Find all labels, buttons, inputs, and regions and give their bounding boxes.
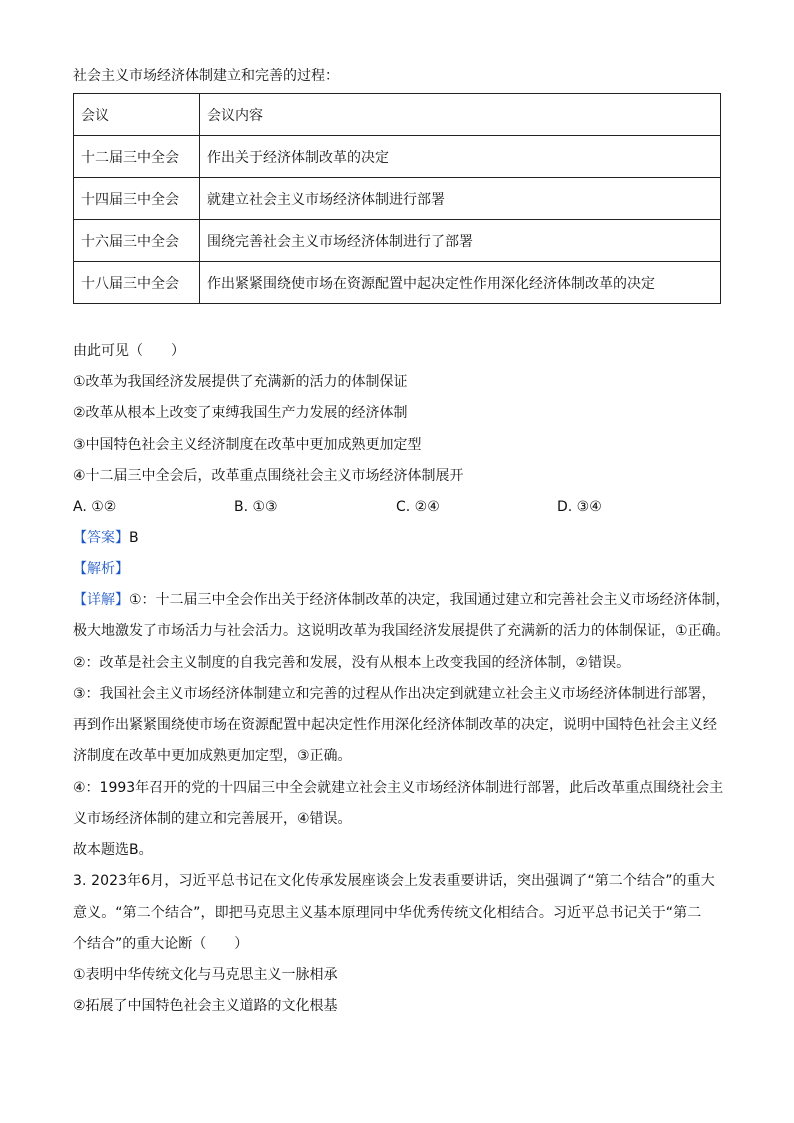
statement-2: ②改革从根本上改变了束缚我国生产力发展的经济体制 <box>73 405 408 421</box>
table-intro: 社会主义市场经济体制建立和完善的过程： <box>73 68 339 84</box>
question-3-statement-1: ①表明中华传统文化与马克思主义一脉相承 <box>73 967 338 983</box>
question-3-line-1: 3. 2023年6月，习近平总书记在文化传承发展座谈会上发表重要讲话，突出强调了“第二个结合”的重大 <box>73 873 715 889</box>
detail-label: 【详解】 <box>73 592 129 608</box>
header-meeting: 会议 <box>74 94 200 136</box>
meetings-table <box>73 93 721 304</box>
table-row <box>74 220 721 262</box>
analysis-text: ①：十二届三中全会作出关于经济体制改革的决定，我国通过建立和完善社会主义市场经济体制， <box>129 592 730 608</box>
question-3-line-2: 意义。“第二个结合”，即把马克思主义基本原理同中华优秀传统文化相结合。习近平总书记关于“第二 <box>73 905 702 921</box>
table-row <box>74 136 721 178</box>
content-cell: 围绕完善社会主义市场经济体制进行了部署 <box>200 220 721 262</box>
content-cell: 作出关于经济体制改革的决定 <box>200 136 721 178</box>
meeting-cell: 十八届三中全会 <box>74 262 200 304</box>
answer-line <box>73 528 139 548</box>
analysis-line-5: 再到作出紧紧围绕使市场在资源配置中起决定性作用深化经济体制改革的决定，说明中国特色社会主义经 <box>73 717 717 733</box>
analysis-line-3: ②：改革是社会主义制度的自我完善和发展，没有从根本上改变我国的经济体制，②错误。 <box>73 655 631 671</box>
analysis-line-2: 极大地激发了市场活力与社会活力。这说明改革为我国经济发展提供了充满新的活力的体制保证，①正确。 <box>73 623 730 639</box>
option-a: A. ①② <box>73 499 117 515</box>
question-stem: 由此可见（ ） <box>73 343 185 359</box>
answer-label: 【答案】 <box>73 530 129 546</box>
table-header-row <box>74 94 721 136</box>
question-3-statement-2: ②拓展了中国特色社会主义道路的文化根基 <box>73 998 338 1014</box>
content-cell: 作出紧紧围绕使市场在资源配置中起决定性作用深化经济体制改革的决定 <box>200 262 721 304</box>
answer-value: B <box>129 530 139 546</box>
meeting-cell: 十四届三中全会 <box>74 178 200 220</box>
question-3-line-3: 个结合”的重大论断（ ） <box>73 936 249 952</box>
analysis-line-8: 义市场经济体制的建立和完善展开，④错误。 <box>73 811 352 827</box>
meeting-cell: 十二届三中全会 <box>74 136 200 178</box>
analysis-conclusion: 故本题选B。 <box>73 842 153 858</box>
analysis-line-7: ④：1993年召开的党的十四届三中全会就建立社会主义市场经济体制进行部署，此后改革重点围绕社会主 <box>73 780 724 796</box>
analysis-label: 【解析】 <box>73 561 129 577</box>
table-row <box>74 262 721 304</box>
content-cell: 就建立社会主义市场经济体制进行部署 <box>200 178 721 220</box>
statement-1: ①改革为我国经济发展提供了充满新的活力的体制保证 <box>73 374 408 390</box>
analysis-heading <box>73 559 129 579</box>
option-b: B. ①③ <box>234 499 278 515</box>
table-row <box>74 178 721 220</box>
option-d: D. ③④ <box>557 499 602 515</box>
analysis-line-4: ③：我国社会主义市场经济体制建立和完善的过程从作出决定到就建立社会主义市场经济体制进行部署， <box>73 686 716 702</box>
option-c: C. ②④ <box>396 499 440 515</box>
statement-4: ④十二届三中全会后，改革重点围绕社会主义市场经济体制展开 <box>73 468 464 484</box>
analysis-line-1 <box>73 590 730 610</box>
statement-3: ③中国特色社会主义经济制度在改革中更加成熟更加定型 <box>73 437 422 453</box>
header-content: 会议内容 <box>200 94 721 136</box>
meeting-cell: 十六届三中全会 <box>74 220 200 262</box>
analysis-line-6: 济制度在改革中更加成熟更加定型，③正确。 <box>73 748 352 764</box>
